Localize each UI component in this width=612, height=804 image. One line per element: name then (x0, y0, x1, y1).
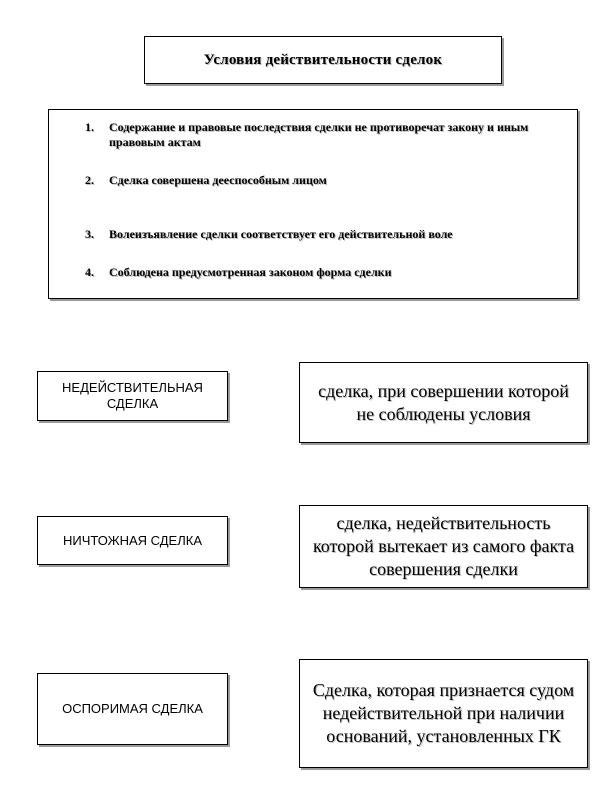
definition-box-invalid (299, 362, 588, 443)
condition-number: 3. (85, 227, 94, 241)
definition-text: сделка, при совершении которой не соблюдены условия (318, 380, 569, 424)
definition-text: сделка, недействительность которой вытекает из самого факта совершения сделки (312, 513, 575, 579)
definition-box-voidable (299, 659, 588, 768)
condition-number: 2. (85, 173, 94, 187)
title-box (144, 36, 502, 84)
condition-text: Сделка совершена дееспособным лицом (109, 173, 327, 187)
condition-number: 4. (85, 265, 94, 279)
diagram-title: Условия действительности сделок (203, 51, 443, 68)
term-box-voidable (37, 673, 228, 745)
condition-item-2 (85, 173, 557, 188)
condition-text: Соблюдена предусмотренная законом форма сделки (109, 265, 392, 279)
definition-text: Сделка, которая признается судом недействительной при наличии оснований, установленных ГК (312, 680, 575, 746)
condition-text: Содержание и правовые последствия сделки не противоречат закону и иным правовым актам (109, 120, 529, 149)
term-box-void (37, 516, 228, 565)
conditions-list (49, 110, 577, 298)
term-label: НЕДЕЙСТВИТЕЛЬНАЯ СДЕЛКА (62, 380, 203, 411)
term-label: НИЧТОЖНАЯ СДЕЛКА (63, 532, 202, 548)
term-box-invalid (37, 371, 228, 421)
condition-text: Волеизъявление сделки соответствует его действительной воле (109, 227, 453, 241)
conditions-box (48, 109, 578, 299)
term-label: ОСПОРИМАЯ СДЕЛКА (62, 701, 203, 716)
condition-item-4 (85, 265, 557, 280)
definition-box-void (299, 505, 588, 588)
condition-item-3 (85, 227, 557, 242)
condition-number: 1. (85, 120, 94, 134)
condition-item-1 (85, 120, 557, 150)
